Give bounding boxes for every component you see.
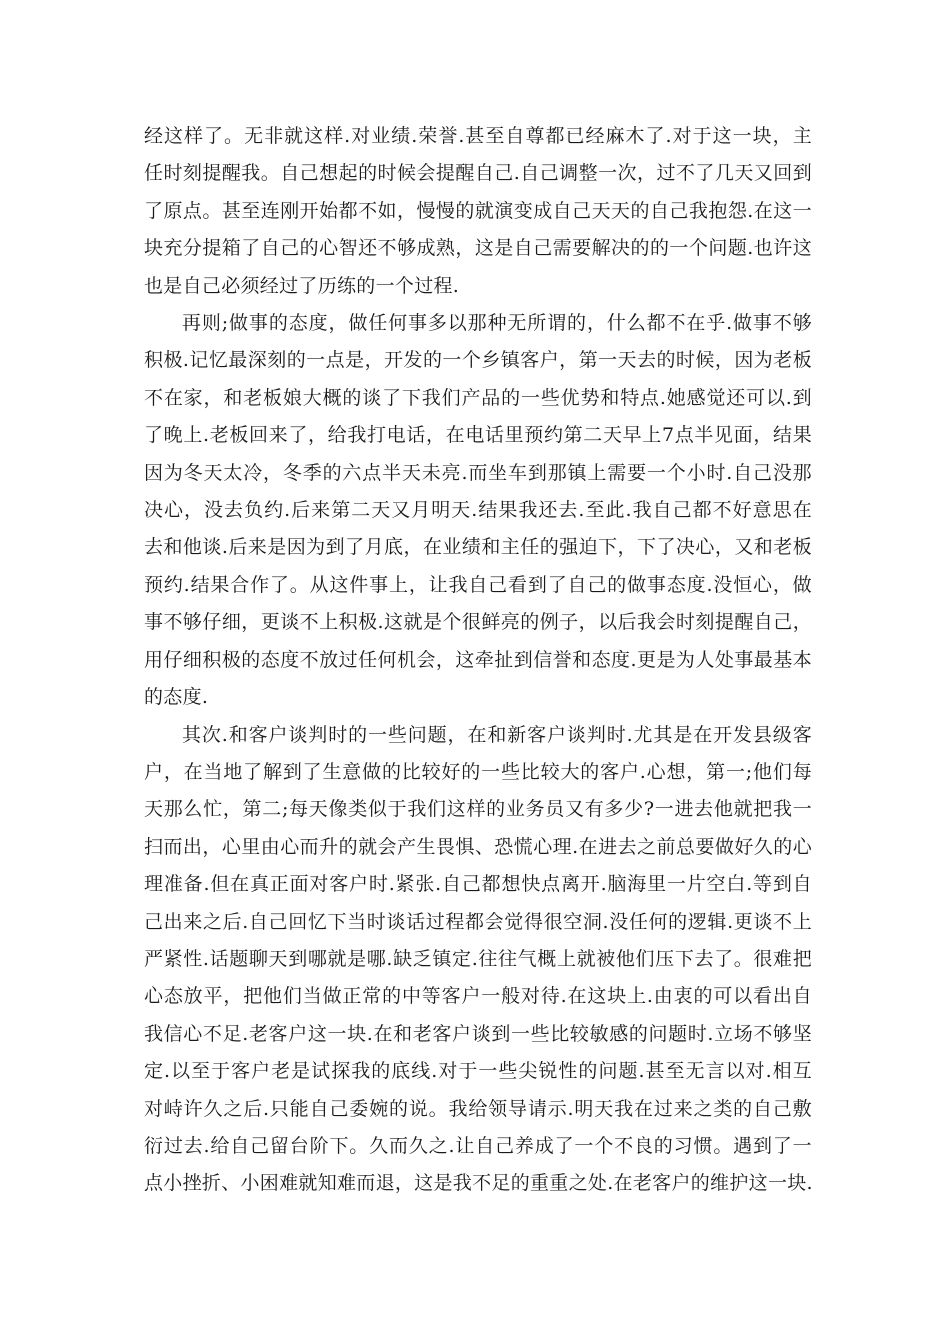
text-line: 扫而出，心里由心而升的就会产生畏惧、恐慌心理.在进去之前总要做好久的心 [144,835,812,858]
text-line: 己出来之后.自己回忆下当时谈话过程都会觉得很空洞.没任何的逻辑.更谈不上 [144,910,812,933]
paragraph-2 [144,305,812,716]
text-line: 事不够仔细，更谈不上积极.这就是个很鲜亮的例子，以后我会时刻提醒自己， [144,611,812,634]
text-line: 了晚上.老板回来了，给我打电话，在电话里预约第二天早上7点半见面，结果 [144,424,812,447]
text-line: 积极.记忆最深刻的一点是，开发的一个乡镇客户，第一天去的时候，因为老板 [144,349,812,372]
text-line: 了原点。甚至连刚开始都不如，慢慢的就演变成自己天天的自己我抱怨.在这一 [144,199,812,222]
text-line: 任时刻提醒我。自己想起的时候会提醒自己.自己调整一次，过不了几天又回到 [144,162,812,185]
paragraph-3 [144,717,812,1203]
text-line: 预约.结果合作了。从这件事上，让我自己看到了自己的做事态度.没恒心，做 [144,573,812,596]
paragraph-1 [144,118,812,305]
text-line: 点小挫折、小困难就知难而退，这是我不足的重重之处.在老客户的维护这一块. [144,1172,813,1195]
text-line: 经这样了。无非就这样.对业绩.荣誉.甚至自尊都已经麻木了.对于这一块，主 [144,125,812,147]
text-line: 决心，没去负约.后来第二天又月明天.结果我还去.至此.我自己都不好意思在 [144,499,812,522]
text-line: 因为冬天太冷，冬季的六点半天未亮.而坐车到那镇上需要一个小时.自己没那 [144,461,812,484]
text-line: 对峙许久之后.只能自己委婉的说。我给领导请示.明天我在过来之类的自己敷 [144,1097,812,1120]
text-line: 我信心不足.老客户这一块.在和老客户谈到一些比较敏感的问题时.立场不够坚 [144,1022,812,1045]
text-line: 理准备.但在真正面对客户时.紧张.自己都想快点离开.脑海里一片空白.等到自 [144,873,812,896]
document-body [144,118,812,1203]
text-line: 去和他谈.后来是因为到了月底，在业绩和主任的强迫下，下了决心，又和老板 [144,536,812,559]
text-line: 用仔细积极的态度不放过任何机会，这牵扯到信誉和态度.更是为人处事最基本 [144,648,812,671]
text-line: 不在家，和老板娘大概的谈了下我们产品的一些优势和特点.她感觉还可以.到 [144,386,812,409]
text-line: 定.以至于客户老是试探我的底线.对于一些尖锐性的问题.甚至无言以对.相互 [144,1060,812,1083]
text-line: 的态度. [144,686,209,709]
text-line: 其次.和客户谈判时的一些问题，在和新客户谈判时.尤其是在开发县级客 [182,723,812,746]
text-line: 再则;做事的态度，做任何事多以那种无所谓的，什么都不在乎.做事不够 [182,312,812,335]
text-line: 严紧性.话题聊天到哪就是哪.缺乏镇定.往往气概上就被他们压下去了。很难把 [144,947,812,970]
text-line: 也是自己必须经过了历练的一个过程. [144,274,460,297]
text-line: 块充分提箱了自己的心智还不够成熟，这是自己需要解决的的一个问题.也许这 [144,237,812,260]
text-line: 衍过去.给自己留台阶下。久而久之.让自己养成了一个不良的习惯。遇到了一 [144,1134,812,1157]
text-line: 天那么忙，第二;每天像类似于我们这样的业务员又有多少?一进去他就把我一 [144,798,812,821]
text-line: 心态放平，把他们当做正常的中等客户一般对待.在这块上.由衷的可以看出自 [144,985,812,1008]
text-line: 户，在当地了解到了生意做的比较好的一些比较大的客户.心想，第一;他们每 [144,760,812,783]
